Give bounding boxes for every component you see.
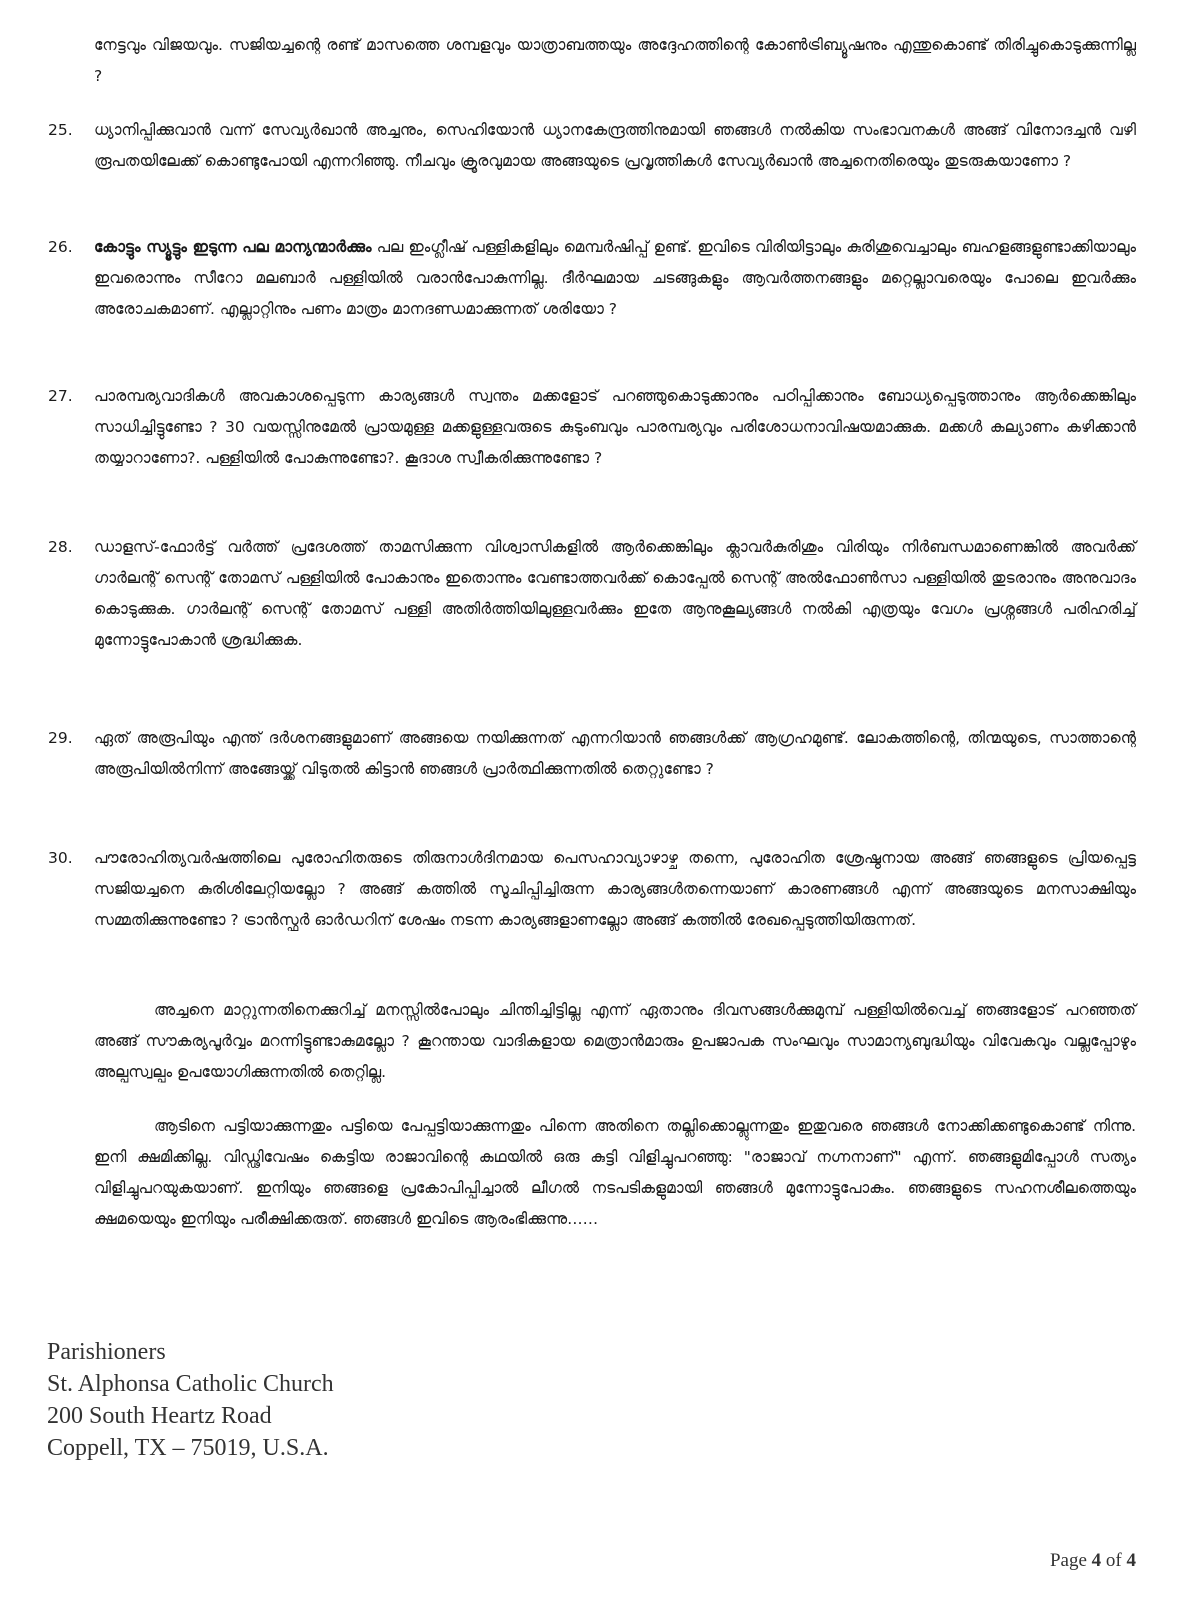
list-item-26 — [48, 232, 1136, 325]
item-text — [94, 843, 1136, 936]
page-current: 4 — [1091, 1550, 1102, 1571]
list-item-30 — [48, 843, 1136, 936]
item-number: 27. — [48, 387, 73, 405]
signature-line: Parishioners — [47, 1339, 166, 1365]
list-item-29 — [48, 723, 1136, 785]
item-number: 30. — [48, 849, 73, 867]
continuation-text: നേട്ടവും വിജയവും. സജിയച്ചന്റെ രണ്ട് മാസത്തെ ശമ്പളവും യാത്രാബത്തയും അദ്ദേഹത്തിന്റെ കോൺട്രിബ്യൂഷനും എന്തുകൊണ്ട് തിരിച്ചുകൊടുക്കുന്നില്ല ? — [94, 36, 1136, 85]
page-total: 4 — [1126, 1550, 1136, 1571]
item-text — [94, 232, 1136, 325]
item-number: 29. — [48, 729, 73, 747]
list-item-28 — [48, 532, 1136, 656]
closing-paragraph-2: ആടിനെ പട്ടിയാക്കുന്നതും പട്ടിയെ പേപ്പട്ടിയാക്കുന്നതും പിന്നെ അതിനെ തല്ലിക്കൊല്ലുന്നതും ഇതുവരെ ഞങ്ങൾ നോക്കിക്കണ്ടുകൊണ്ട് നിന്നു. ഇനി ക്ഷമിക്കില്ല. വിഡ്ഢിവേഷം കെട്ടിയ രാജാവിന്റെ കഥയിൽ ഒരു കുട്ടി വിളിച്ചുപറഞ്ഞു: "രാജാവ് നഗ്നനാണ്" എന്ന്. ഞങ്ങളുമിപ്പോൾ സത്യം വിളിച്ചുപറയുകയാണ്. ഇനിയും ഞങ്ങളെ പ്രകോപിപ്പിച്ചാൽ ലീഗൽ നടപടികളുമായി ഞങ്ങൾ മുന്നോട്ടുപോകും. ഞങ്ങളുടെ സഹനശീലത്തെയും ക്ഷമയെയും ഇനിയും പരീക്ഷിക്കരുത്. ഞങ്ങൾ ഇവിടെ ആരംഭിക്കുന്നു…… — [94, 1117, 1136, 1228]
list-item-25 — [48, 115, 1136, 177]
page-number — [1010, 1550, 1136, 1572]
signature-line: St. Alphonsa Catholic Church — [47, 1371, 334, 1397]
signature-line: 200 South Heartz Road — [47, 1403, 272, 1429]
item-bold-lead: കോട്ടും സ്യൂട്ടും ഇടുന്ന പല മാന്യന്മാർക്കും — [94, 238, 372, 256]
page-label: Page — [1049, 1550, 1087, 1571]
item-number: 25. — [48, 121, 73, 139]
item-text — [94, 723, 1136, 785]
item-text-body: പൗരോഹിത്യവർഷത്തിലെ പുരോഹിതരുടെ തിരുനാൾദിനമായ പെസഹാവ്യാഴാഴ്ച തന്നെ, പുരോഹിത ശ്രേഷ്ഠനായ അങ്ങ് ഞങ്ങളുടെ പ്രിയപ്പെട്ട സജിയച്ചനെ കുരിശിലേറ്റിയല്ലോ ? അങ്ങ് കത്തിൽ സൂചിപ്പിച്ചിരുന്ന കാര്യങ്ങൾതന്നെയാണ് കാരണങ്ങൾ എന്ന് അങ്ങയുടെ മനസാക്ഷിയും സമ്മതിക്കുന്നുണ്ടോ ? ട്രാൻസ്ഫർ ഓർഡറിന് ശേഷം നടന്ന കാര്യങ്ങളാണല്ലോ അങ്ങ് കത്തിൽ രേഖപ്പെടുത്തിയിരുന്നത്. — [94, 849, 1136, 929]
item-text — [94, 532, 1136, 656]
item-text-body: ധ്യാനിപ്പിക്കുവാൻ വന്ന് സേവ്യർഖാൻ അച്ചനും, സെഹിയോൻ ധ്യാനകേന്ദ്രത്തിനുമായി ഞങ്ങൾ നൽകിയ സംഭാവനകൾ അങ്ങ് വിനോദച്ചൻ വഴി രൂപതയിലേക്ക് കൊണ്ടുപോയി എന്നറിഞ്ഞു. നീചവും ക്രൂരവുമായ അങ്ങയുടെ പ്രവൃത്തികൾ സേവ്യർഖാൻ അച്ചനെതിരെയും തുടരുകയാണോ ? — [94, 121, 1136, 170]
page-of: of — [1105, 1550, 1122, 1571]
item-text-body: ഡാളസ്-ഫോർട്ട് വർത്ത് പ്രദേശത്ത് താമസിക്കുന്ന വിശ്വാസികളിൽ ആർക്കെങ്കിലും ക്ലാവർകുരിശും വിരിയും നിർബന്ധമാണെങ്കിൽ അവർക്ക് ഗാർലന്റ് സെന്റ് തോമസ് പള്ളിയിൽ പോകാനും ഇതൊന്നും വേണ്ടാത്തവർക്ക് കൊപ്പേൽ സെന്റ് അൽഫോൺസാ പള്ളിയിൽ തുടരാനും അനുവാദം കൊടുക്കുക. ഗാർലന്റ് സെന്റ് തോമസ് പള്ളി അതിർത്തിയിലുള്ളവർക്കും ഇതേ ആനുകൂല്യങ്ങൾ നൽകി എത്രയും വേഗം പ്രശ്നങ്ങൾ പരിഹരിച്ച് മുന്നോട്ടുപോകാൻ ശ്രദ്ധിക്കുക. — [94, 538, 1136, 649]
item-text — [94, 115, 1136, 177]
item-text-body: ഏത് അരൂപിയും എന്ത് ദർശനങ്ങളുമാണ് അങ്ങയെ നയിക്കുന്നത് എന്നറിയാൻ ഞങ്ങൾക്ക് ആഗ്രഹമുണ്ട്. ലോകത്തിന്റെ, തിന്മയുടെ, സാത്താന്റെ അരൂപിയിൽനിന്ന് അങ്ങേയ്ക്ക് വിടുതൽ കിട്ടാൻ ഞങ്ങൾ പ്രാർത്ഥിക്കുന്നതിൽ തെറ്റുണ്ടോ ? — [94, 729, 1136, 778]
list-item-27 — [48, 381, 1136, 474]
item-text-body: പല ഇംഗ്ലീഷ് പള്ളികളിലും മെമ്പർഷിപ്പ് ഉണ്ട്. ഇവിടെ വിരിയിട്ടാലും കുരിശുവെച്ചാലും ബഹളങ്ങളുണ്ടാക്കിയാലും ഇവരൊന്നും സീറോ മലബാർ പള്ളിയിൽ വരാൻപോകുന്നില്ല. ദീർഘമായ ചടങ്ങുകളും ആവർത്തനങ്ങളും മറ്റെല്ലാവരെയും പോലെ ഇവർക്കും അരോചകമാണ്. എല്ലാറ്റിനും പണം മാത്രം മാനദണ്ഡമാക്കുന്നത് ശരിയോ ? — [94, 238, 1136, 318]
item-number: 26. — [48, 238, 73, 256]
item-text — [94, 381, 1136, 474]
item-number: 28. — [48, 538, 73, 556]
signature-line: Coppell, TX – 75019, U.S.A. — [47, 1435, 329, 1461]
closing-paragraph-1: അച്ചനെ മാറ്റുന്നതിനെക്കുറിച്ച് മനസ്സിൽപോലും ചിന്തിച്ചിട്ടില്ല എന്ന് ഏതാനും ദിവസങ്ങൾക്കുമുമ്പ് പള്ളിയിൽവെച്ച് ഞങ്ങളോട് പറഞ്ഞത് അങ്ങ് സൗകര്യപൂർവ്വം മറന്നിട്ടുണ്ടാകുമല്ലോ ? കൂറന്തായ വാദികളായ മെത്രാൻമാരും ഉപജാപക സംഘവും സാമാന്യബുദ്ധിയും വിവേകവും വല്ലപ്പോഴും അല്പസ്വല്പം ഉപയോഗിക്കുന്നതിൽ തെറ്റില്ല. — [94, 1001, 1136, 1081]
item-text-body: പാരമ്പര്യവാദികൾ അവകാശപ്പെടുന്ന കാര്യങ്ങൾ സ്വന്തം മക്കളോട് പറഞ്ഞുകൊടുക്കാനും പഠിപ്പിക്കാനും ബോധ്യപ്പെടുത്താനും ആർക്കെങ്കിലും സാധിച്ചിട്ടുണ്ടോ ? 30 വയസ്സിനുമേൽ പ്രായമുള്ള മക്കളുള്ളവരുടെ കുടുംബവും പാരമ്പര്യവും പരിശോധനാവിഷയമാക്കുക. മക്കൾ കല്യാണം കഴിക്കാൻ തയ്യാറാണോ?. പള്ളിയിൽ പോകുന്നുണ്ടോ?. കൂദാശ സ്വീകരിക്കുന്നുണ്ടോ ? — [94, 387, 1136, 467]
signature-block — [47, 1336, 334, 1464]
